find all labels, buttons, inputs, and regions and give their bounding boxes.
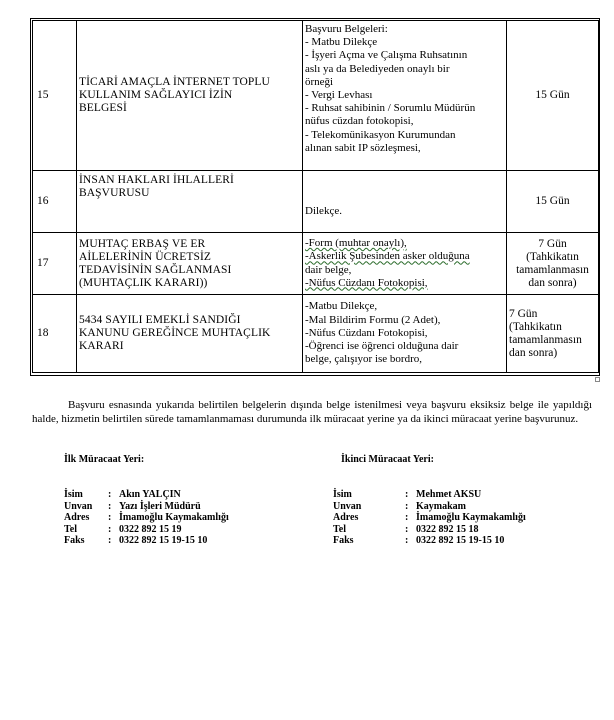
completion-time: 7 Gün (Tahkikatın tamamlanmasın dan sonra) (507, 233, 599, 295)
contact-row: Faks : 0322 892 15 19-15 10 (64, 535, 208, 546)
service-name: İNSAN HAKLARI İHLALLERİ BAŞVURUSU (77, 171, 303, 233)
contact-row: Adres : İmamoğlu Kaymakamlığı (64, 512, 229, 523)
row-number: 15 (33, 21, 77, 171)
contact-row: Adres : İmamoğlu Kaymakamlığı (333, 512, 526, 523)
contact-row: İsim : Akın YALÇIN (64, 489, 181, 500)
row-number: 18 (33, 295, 77, 373)
first-contact-block (64, 489, 229, 547)
table-row (33, 171, 599, 233)
service-name: MUHTAÇ ERBAŞ VE ER AİLELERİNİN ÜCRETSİZ TEDAVİSİNİN SAĞLANMASI (MUHTAÇLIK KARARI)) (77, 233, 303, 295)
contact-row: İsim : Mehmet AKSU (333, 489, 482, 500)
table-row (33, 21, 599, 171)
services-table (32, 20, 599, 373)
required-documents: Dilekçe. (303, 171, 507, 233)
service-name: TİCARİ AMAÇLA İNTERNET TOPLU KULLANIM SAĞLAYICI İZİN BELGESİ (77, 21, 303, 171)
contact-row: Tel : 0322 892 15 18 (333, 523, 479, 535)
completion-time: 15 Gün (507, 171, 599, 233)
second-application-heading: İkinci Müracaat Yeri: (341, 454, 434, 465)
contact-row: Unvan : Kaymakam (333, 500, 466, 512)
required-documents: -Form (muhtar onaylı), -Askerlik Şubesinden asker olduğuna dair belge, -Nüfus Cüzdanı Fotokopisi, (303, 233, 507, 295)
table-row (33, 295, 599, 373)
table-resize-handle[interactable] (595, 377, 600, 382)
required-documents: Başvuru Belgeleri: - Matbu Dilekçe - İşyeri Açma ve Çalışma Ruhsatının aslı ya da Belediyeden onaylı bir örneği - Vergi Levhası - Ruhsat sahibinin / Sorumlu Müdürün nüfus cüzdan fotokopisi, - Telekomünikasyon Kurumundan alınan sabit IP sözleşmesi, (303, 21, 507, 171)
first-application-heading: İlk Müracaat Yeri: (64, 454, 145, 465)
completion-time: 15 Gün (507, 21, 599, 171)
second-contact-block (333, 489, 526, 547)
contact-row: Tel : 0322 892 15 19 (64, 523, 182, 535)
contact-row: Faks : 0322 892 15 19-15 10 (333, 535, 505, 546)
required-documents: -Matbu Dilekçe, -Mal Bildirim Formu (2 Adet), -Nüfus Cüzdanı Fotokopisi, -Öğrenci ise öğrenci olduğuna dair belge, çalışıyor ise bordro, (303, 295, 507, 373)
service-name: 5434 SAYILI EMEKLİ SANDIĞI KANUNU GEREĞİNCE MUHTAÇLIK KARARI (77, 295, 303, 373)
row-number: 17 (33, 233, 77, 295)
table-row (33, 233, 599, 295)
completion-time: 7 Gün (Tahkikatın tamamlanmasın dan sonra) (507, 295, 599, 373)
application-note: Başvuru esnasında yukarıda belirtilen belgelerin dışında belge istenilmesi veya başvuru eksiksiz belge ile yapıldığı halde, hizmetin belirtilen sürede tamamlanmaması durumunda ilk müracaat yerine ya da ikinci müracaat yerine başvurunuz. (32, 399, 592, 425)
contact-row: Unvan : Yazı İşleri Müdürü (64, 500, 201, 512)
row-number: 16 (33, 171, 77, 233)
